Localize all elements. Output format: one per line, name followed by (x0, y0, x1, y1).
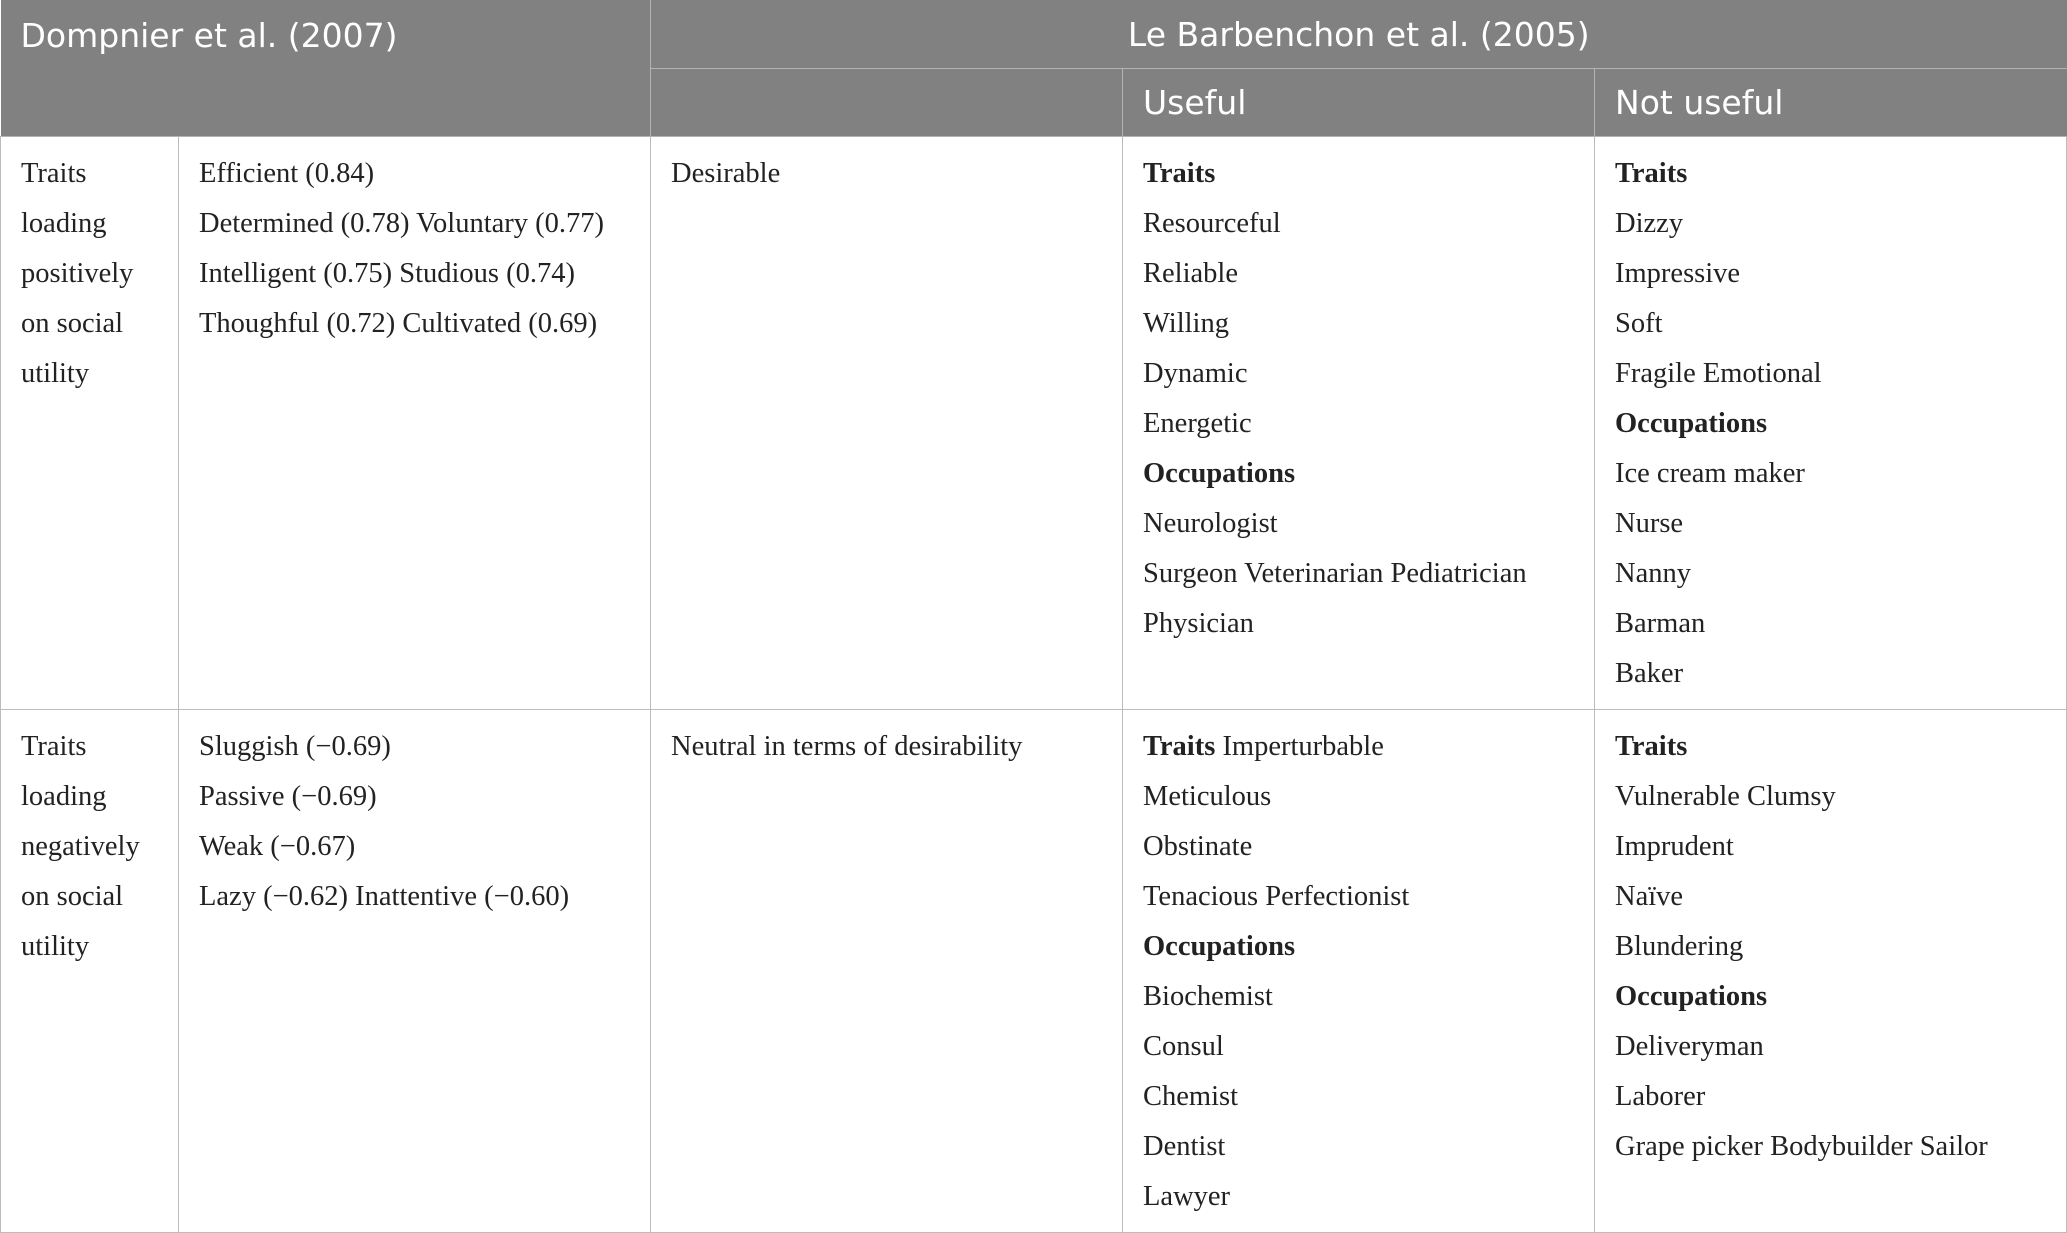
occupation-item: Lawyer (1143, 1181, 1231, 1212)
trait-item: Energetic (1143, 408, 1252, 439)
row-label (1, 710, 179, 1233)
desirability-cell (651, 137, 1123, 710)
trait-item: Blundering (1615, 931, 1744, 962)
useful-cell (1123, 710, 1595, 1233)
table-row (1, 710, 2067, 1233)
header-le-barbenchon: Le Barbenchon et al. (2005) (651, 0, 2067, 69)
trait-item: Imperturbable (1215, 731, 1384, 762)
trait-item: Impressive (1615, 258, 1741, 289)
trait-item: Dizzy (1615, 208, 1684, 239)
header-dompnier: Dompnier et al. (2007) (1, 0, 651, 137)
trait-item: Dynamic (1143, 358, 1248, 389)
dompnier-traits-cell (179, 137, 651, 710)
traits-heading: Traits (1615, 158, 1688, 189)
trait-item: Weak (−0.67) (199, 831, 356, 862)
occupation-item: Laborer (1615, 1081, 1706, 1112)
occupation-item: Consul (1143, 1031, 1224, 1062)
desirability-text: Desirable (671, 158, 781, 189)
occupations-heading: Occupations (1143, 458, 1296, 489)
occupation-item: Biochemist (1143, 981, 1273, 1012)
occupations-heading: Occupations (1615, 981, 1768, 1012)
table-row (1, 137, 2067, 710)
table-body (1, 137, 2067, 1233)
trait-item: Soft (1615, 308, 1663, 339)
occupation-item: Nanny (1615, 558, 1691, 589)
useful-cell (1123, 137, 1595, 710)
occupation-item: Surgeon Veterinarian Pediatrician (1143, 558, 1527, 589)
trait-item: Willing (1143, 308, 1229, 339)
occupations-heading: Occupations (1143, 931, 1296, 962)
trait-item: Passive (−0.69) (199, 781, 377, 812)
desirability-cell (651, 710, 1123, 1233)
trait-item: Reliable (1143, 258, 1238, 289)
not-useful-cell (1595, 710, 2067, 1233)
header-empty-desirability (651, 69, 1123, 137)
trait-item: Efficient (0.84) (199, 158, 375, 189)
occupation-item: Ice cream maker (1615, 458, 1805, 489)
traits-heading: Traits (1143, 731, 1216, 762)
occupation-item: Chemist (1143, 1081, 1239, 1112)
occupation-item: Neurologist (1143, 508, 1278, 539)
trait-item: Sluggish (−0.69) (199, 731, 391, 762)
occupation-item: Nurse (1615, 508, 1684, 539)
occupation-item: Grape picker Bodybuilder Sailor (1615, 1131, 1988, 1162)
occupation-item: Barman (1615, 608, 1706, 639)
trait-item: Thoughful (0.72) Cultivated (0.69) (199, 308, 598, 339)
trait-item: Obstinate (1143, 831, 1253, 862)
row-label-text: Traits loading negatively on social utility (21, 731, 140, 962)
traits-heading-line (1615, 149, 2056, 199)
trait-item: Naïve (1615, 881, 1684, 912)
occupations-heading: Occupations (1615, 408, 1768, 439)
traits-heading-line (1143, 722, 1584, 772)
occupation-item: Dentist (1143, 1131, 1226, 1162)
trait-item: Intelligent (0.75) Studious (0.74) (199, 258, 575, 289)
trait-item: Lazy (−0.62) Inattentive (−0.60) (199, 881, 570, 912)
trait-item: Meticulous (1143, 781, 1272, 812)
trait-item: Vulnerable Clumsy (1615, 781, 1836, 812)
trait-item: Resourceful (1143, 208, 1281, 239)
traits-heading: Traits (1143, 158, 1216, 189)
desirability-text: Neutral in terms of desirability (671, 731, 1023, 762)
occupation-item: Baker (1615, 658, 1684, 689)
trait-item: Determined (0.78) Voluntary (0.77) (199, 208, 604, 239)
traits-heading: Traits (1615, 731, 1688, 762)
occupation-item: Physician (1143, 608, 1254, 639)
trait-item: Fragile Emotional (1615, 358, 1822, 389)
trait-item: Tenacious Perfectionist (1143, 881, 1410, 912)
trait-item: Imprudent (1615, 831, 1734, 862)
header-useful: Useful (1123, 69, 1595, 137)
dompnier-traits-cell (179, 710, 651, 1233)
row-label-text: Traits loading positively on social utility (21, 158, 134, 389)
row-label (1, 137, 179, 710)
traits-heading-line (1143, 149, 1584, 199)
not-useful-cell (1595, 137, 2067, 710)
table-header (1, 0, 2067, 137)
traits-heading-line (1615, 722, 2056, 772)
header-not-useful: Not useful (1595, 69, 2067, 137)
occupation-item: Deliveryman (1615, 1031, 1764, 1062)
